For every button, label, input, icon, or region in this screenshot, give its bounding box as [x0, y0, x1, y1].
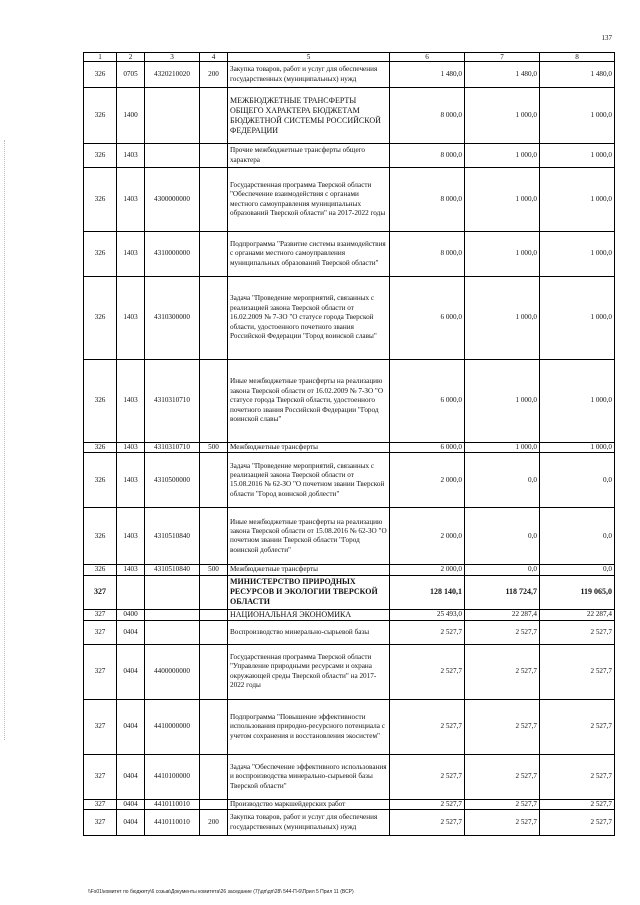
table-row: [84, 609, 615, 620]
table-row: [84, 443, 615, 453]
admin-code-cell: 326: [84, 565, 117, 575]
amount-year1-cell: 2 527,7: [390, 620, 465, 644]
amount-year2-cell: 2 527,7: [465, 799, 540, 809]
target-article-cell: 4310310710: [145, 443, 200, 453]
section-code-cell: 1403: [117, 360, 145, 443]
item-name-cell: Закупка товаров, работ и услуг для обеспечения государственных (муниципальных) нужд: [228, 62, 390, 88]
item-name-cell: МЕЖБЮДЖЕТНЫЕ ТРАНСФЕРТЫ ОБЩЕГО ХАРАКТЕРА БЮДЖЕТАМ БЮДЖЕТНОЙ СИСТЕМЫ РОССИЙСКОЙ ФЕДЕРАЦИИ: [228, 88, 390, 144]
amount-year1-cell: 2 000,0: [390, 565, 465, 575]
table-row: [84, 810, 615, 836]
amount-year2-cell: 2 527,7: [465, 620, 540, 644]
amount-year2-cell: 0,0: [465, 508, 540, 565]
table-row: [84, 565, 615, 575]
amount-year3-cell: 2 527,7: [540, 810, 615, 836]
table-row: [84, 360, 615, 443]
item-name-cell: Воспроизводство минерально-сырьевой базы: [228, 620, 390, 644]
table-row: [84, 232, 615, 277]
expense-type-cell: 500: [200, 443, 228, 453]
expense-type-cell: [200, 453, 228, 508]
expense-type-cell: [200, 644, 228, 699]
table-row: [84, 699, 615, 754]
section-code-cell: 0705: [117, 62, 145, 88]
item-name-cell: Подпрограмма "Повышение эффективности использования природно-ресурсного потенциала с учетом сохранения и восстановления экосистем": [228, 699, 390, 754]
amount-year3-cell: 0,0: [540, 565, 615, 575]
col-header-8: 8: [540, 53, 615, 62]
amount-year3-cell: 2 527,7: [540, 754, 615, 799]
section-code-cell: 0404: [117, 699, 145, 754]
target-article-cell: 4310510840: [145, 508, 200, 565]
item-name-cell: Иные межбюджетные трансферты на реализацию закона Тверской области от 16.02.2009 № 7-ЗО "О статусе города Тверской области, удостоенного почетного звания Российской Федерации "Город воинской славы": [228, 360, 390, 443]
table-row: [84, 799, 615, 809]
footer-file-path: \\Fs01\комитет по бюджету\6 созыв\Документы комитета\26 заседание (7)\дп\дп\28\ 544-П-6\Прил 5 Прил 11 (ВСР): [88, 889, 354, 895]
page-number: 137: [601, 34, 612, 42]
amount-year1-cell: 8 000,0: [390, 144, 465, 168]
col-header-1: 1: [84, 53, 117, 62]
target-article-cell: 4310300000: [145, 277, 200, 360]
item-name-cell: НАЦИОНАЛЬНАЯ ЭКОНОМИКА: [228, 609, 390, 620]
amount-year3-cell: 1 480,0: [540, 62, 615, 88]
item-name-cell: Производство маркшейдерских работ: [228, 799, 390, 809]
target-article-cell: [145, 620, 200, 644]
target-article-cell: 4410110010: [145, 810, 200, 836]
amount-year3-cell: 2 527,7: [540, 699, 615, 754]
expense-type-cell: [200, 88, 228, 144]
amount-year1-cell: 2 527,7: [390, 699, 465, 754]
section-code-cell: 1400: [117, 88, 145, 144]
item-name-cell: Государственная программа Тверской области "Управление природными ресурсами и охрана окружающей среды Тверской области" на 2017-2022 годы: [228, 644, 390, 699]
amount-year1-cell: 6 000,0: [390, 277, 465, 360]
expense-type-cell: 200: [200, 62, 228, 88]
amount-year1-cell: 2 527,7: [390, 754, 465, 799]
table-row: [84, 168, 615, 232]
target-article-cell: 4310500000: [145, 453, 200, 508]
admin-code-cell: 326: [84, 88, 117, 144]
amount-year2-cell: 1 000,0: [465, 88, 540, 144]
amount-year3-cell: 2 527,7: [540, 620, 615, 644]
table-row: [84, 453, 615, 508]
amount-year3-cell: 2 527,7: [540, 799, 615, 809]
admin-code-cell: 326: [84, 360, 117, 443]
section-code-cell: 1403: [117, 144, 145, 168]
expense-type-cell: [200, 699, 228, 754]
amount-year3-cell: 0,0: [540, 508, 615, 565]
amount-year1-cell: 2 527,7: [390, 799, 465, 809]
col-header-3: 3: [145, 53, 200, 62]
item-name-cell: МИНИСТЕРСТВО ПРИРОДНЫХ РЕСУРСОВ И ЭКОЛОГИИ ТВЕРСКОЙ ОБЛАСТИ: [228, 575, 390, 609]
target-article-cell: [145, 144, 200, 168]
item-name-cell: Государственная программа Тверской области "Обеспечение взаимодействия с органами местного самоуправления муниципальных образований Тверской области" на 2017-2022 годы: [228, 168, 390, 232]
target-article-cell: 4410000000: [145, 699, 200, 754]
section-code-cell: 1403: [117, 277, 145, 360]
target-article-cell: 4310310710: [145, 360, 200, 443]
amount-year1-cell: 2 000,0: [390, 453, 465, 508]
target-article-cell: [145, 88, 200, 144]
amount-year3-cell: 119 065,0: [540, 575, 615, 609]
section-code-cell: 0404: [117, 620, 145, 644]
expense-type-cell: [200, 575, 228, 609]
col-header-6: 6: [390, 53, 465, 62]
section-code-cell: 1403: [117, 453, 145, 508]
amount-year1-cell: 8 000,0: [390, 168, 465, 232]
expense-type-cell: [200, 620, 228, 644]
section-code-cell: 0404: [117, 810, 145, 836]
expense-type-cell: [200, 232, 228, 277]
table-row: [84, 62, 615, 88]
admin-code-cell: 326: [84, 232, 117, 277]
amount-year3-cell: 2 527,7: [540, 644, 615, 699]
amount-year2-cell: 2 527,7: [465, 699, 540, 754]
item-name-cell: Прочие межбюджетные трансферты общего характера: [228, 144, 390, 168]
table-header-row: [84, 53, 615, 62]
target-article-cell: [145, 609, 200, 620]
amount-year3-cell: 1 000,0: [540, 277, 615, 360]
expense-type-cell: [200, 360, 228, 443]
expense-type-cell: [200, 168, 228, 232]
expense-type-cell: [200, 508, 228, 565]
amount-year2-cell: 1 000,0: [465, 232, 540, 277]
section-code-cell: [117, 575, 145, 609]
admin-code-cell: 327: [84, 799, 117, 809]
amount-year3-cell: 22 287,4: [540, 609, 615, 620]
section-code-cell: 0404: [117, 799, 145, 809]
scan-edge-mark: [4, 140, 6, 740]
admin-code-cell: 326: [84, 277, 117, 360]
table-row: [84, 88, 615, 144]
amount-year1-cell: 8 000,0: [390, 232, 465, 277]
amount-year2-cell: 0,0: [465, 565, 540, 575]
table-row: [84, 508, 615, 565]
section-code-cell: 1403: [117, 565, 145, 575]
amount-year2-cell: 118 724,7: [465, 575, 540, 609]
budget-table: [83, 52, 615, 836]
amount-year3-cell: 1 000,0: [540, 232, 615, 277]
item-name-cell: Закупка товаров, работ и услуг для обеспечения государственных (муниципальных) нужд: [228, 810, 390, 836]
expense-type-cell: [200, 277, 228, 360]
section-code-cell: 0404: [117, 754, 145, 799]
item-name-cell: Межбюджетные трансферты: [228, 565, 390, 575]
admin-code-cell: 326: [84, 168, 117, 232]
amount-year2-cell: 1 480,0: [465, 62, 540, 88]
amount-year2-cell: 1 000,0: [465, 168, 540, 232]
amount-year1-cell: 6 000,0: [390, 443, 465, 453]
amount-year2-cell: 1 000,0: [465, 144, 540, 168]
amount-year1-cell: 2 527,7: [390, 644, 465, 699]
target-article-cell: 4320210020: [145, 62, 200, 88]
expense-type-cell: [200, 144, 228, 168]
amount-year1-cell: 6 000,0: [390, 360, 465, 443]
amount-year3-cell: 1 000,0: [540, 443, 615, 453]
amount-year3-cell: 1 000,0: [540, 360, 615, 443]
item-name-cell: Задача "Проведение мероприятий, связанных с реализацией закона Тверской области от 16.02.2009 № 7-ЗО "О статусе города Тверской области, удостоенного почетного звания Российской Федерации "Город воинской славы": [228, 277, 390, 360]
amount-year1-cell: 128 140,1: [390, 575, 465, 609]
table-row: [84, 754, 615, 799]
admin-code-cell: 327: [84, 699, 117, 754]
table-row: [84, 575, 615, 609]
admin-code-cell: 326: [84, 508, 117, 565]
expense-type-cell: 500: [200, 565, 228, 575]
admin-code-cell: 327: [84, 754, 117, 799]
target-article-cell: [145, 575, 200, 609]
admin-code-cell: 327: [84, 575, 117, 609]
section-code-cell: 0400: [117, 609, 145, 620]
item-name-cell: Подпрограмма "Развитие системы взаимодействия с органами местного самоуправления муниципальных образований Тверской области": [228, 232, 390, 277]
target-article-cell: 4410110010: [145, 799, 200, 809]
table-body: [84, 62, 615, 836]
admin-code-cell: 326: [84, 453, 117, 508]
expense-type-cell: [200, 754, 228, 799]
table-row: [84, 144, 615, 168]
col-header-4: 4: [200, 53, 228, 62]
table-row: [84, 620, 615, 644]
admin-code-cell: 327: [84, 620, 117, 644]
amount-year2-cell: 1 000,0: [465, 277, 540, 360]
amount-year2-cell: 1 000,0: [465, 443, 540, 453]
expense-type-cell: [200, 799, 228, 809]
target-article-cell: 4410100000: [145, 754, 200, 799]
item-name-cell: Задача "Обеспечение эффективного использования и воспроизводства минерально-сырьевой базы Тверской области": [228, 754, 390, 799]
target-article-cell: 4400000000: [145, 644, 200, 699]
amount-year2-cell: 1 000,0: [465, 360, 540, 443]
item-name-cell: Межбюджетные трансферты: [228, 443, 390, 453]
admin-code-cell: 327: [84, 810, 117, 836]
admin-code-cell: 326: [84, 62, 117, 88]
col-header-7: 7: [465, 53, 540, 62]
table-row: [84, 277, 615, 360]
amount-year1-cell: 2 000,0: [390, 508, 465, 565]
amount-year2-cell: 2 527,7: [465, 810, 540, 836]
item-name-cell: Задача "Проведение мероприятий, связанных с реализацией закона Тверской области от 15.08.2016 № 62-ЗО "О почетном звании Тверской области "Город воинской доблести": [228, 453, 390, 508]
col-header-5: 5: [228, 53, 390, 62]
table-row: [84, 644, 615, 699]
expense-type-cell: [200, 609, 228, 620]
target-article-cell: 4310510840: [145, 565, 200, 575]
target-article-cell: 4310000000: [145, 232, 200, 277]
admin-code-cell: 326: [84, 443, 117, 453]
amount-year3-cell: 1 000,0: [540, 144, 615, 168]
amount-year2-cell: 2 527,7: [465, 754, 540, 799]
col-header-2: 2: [117, 53, 145, 62]
target-article-cell: 4300000000: [145, 168, 200, 232]
amount-year3-cell: 1 000,0: [540, 88, 615, 144]
amount-year2-cell: 2 527,7: [465, 644, 540, 699]
section-code-cell: 1403: [117, 168, 145, 232]
section-code-cell: 0404: [117, 644, 145, 699]
amount-year1-cell: 2 527,7: [390, 810, 465, 836]
amount-year1-cell: 25 493,0: [390, 609, 465, 620]
section-code-cell: 1403: [117, 443, 145, 453]
amount-year2-cell: 22 287,4: [465, 609, 540, 620]
amount-year3-cell: 0,0: [540, 453, 615, 508]
admin-code-cell: 326: [84, 144, 117, 168]
amount-year2-cell: 0,0: [465, 453, 540, 508]
amount-year3-cell: 1 000,0: [540, 168, 615, 232]
amount-year1-cell: 8 000,0: [390, 88, 465, 144]
section-code-cell: 1403: [117, 232, 145, 277]
admin-code-cell: 327: [84, 644, 117, 699]
section-code-cell: 1403: [117, 508, 145, 565]
admin-code-cell: 327: [84, 609, 117, 620]
item-name-cell: Иные межбюджетные трансферты на реализацию закона Тверской области от 15.08.2016 № 62-ЗО "О почетном звании Тверской области "Город воинской доблести": [228, 508, 390, 565]
expense-type-cell: 200: [200, 810, 228, 836]
amount-year1-cell: 1 480,0: [390, 62, 465, 88]
